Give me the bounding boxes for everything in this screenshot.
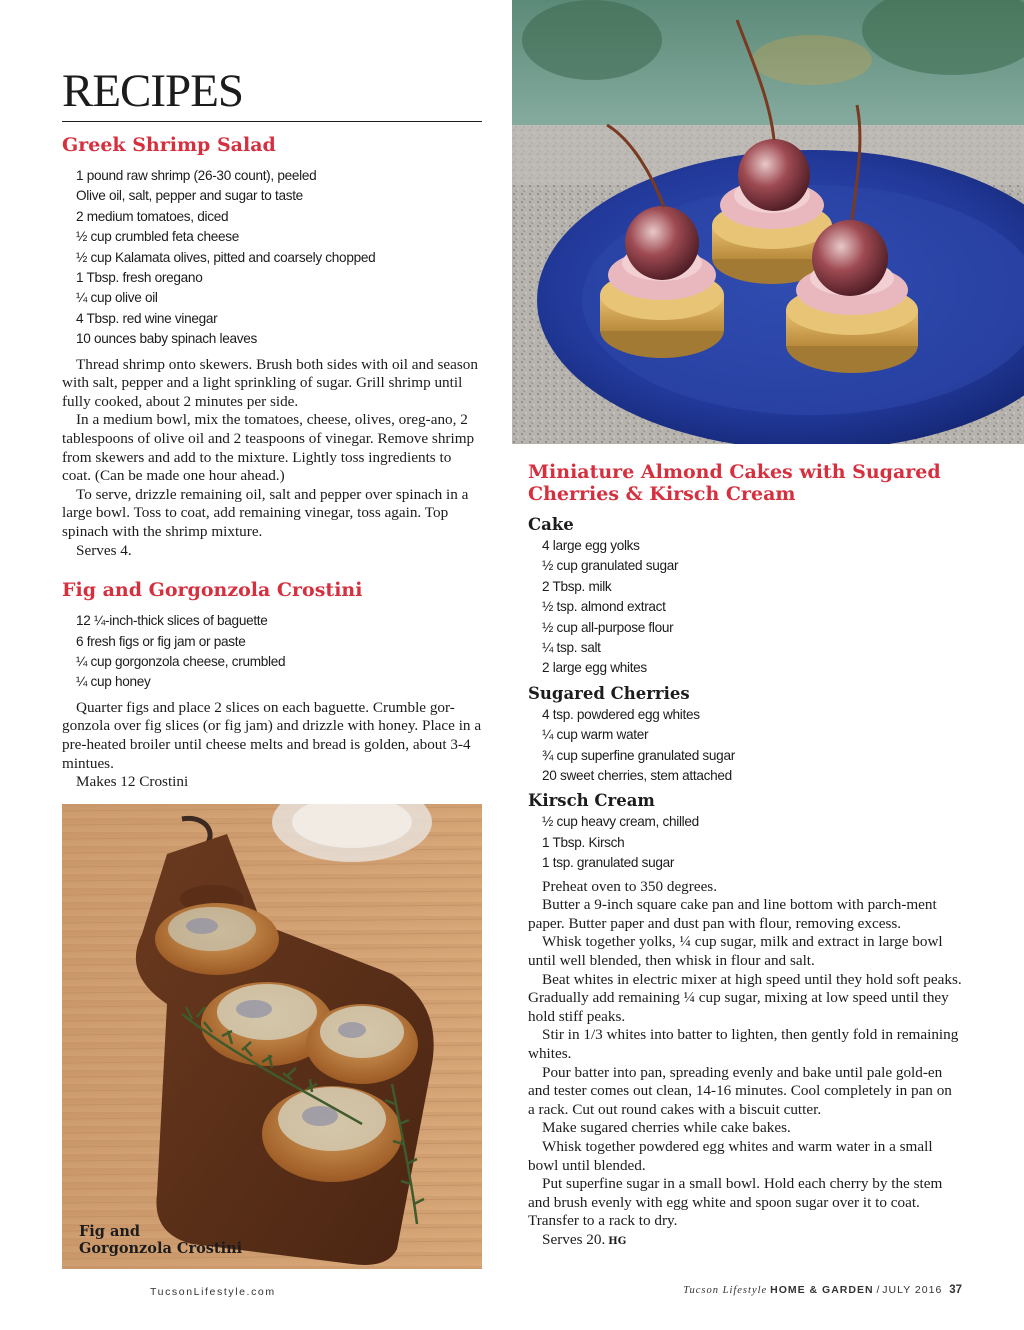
ingredient-item: ½ cup crumbled feta cheese bbox=[76, 229, 239, 245]
ingredient-item: 4 Tbsp. red wine vinegar bbox=[76, 310, 218, 326]
method-paragraph: Quarter figs and place 2 slices on each baguette. Crumble gor-gonzola over fig slices (or fig jam) and drizzle with honey. Place in a pre-heated broiler until cheese melts and bread is golden, about 3-4 mintues. bbox=[62, 698, 482, 772]
method-paragraph: Beat whites in electric mixer at high speed until they hold soft peaks. Gradually add remaining ¼ cup sugar, mixing at low speed until they hold stiff peaks. bbox=[528, 970, 962, 1025]
fig-method bbox=[62, 699, 482, 792]
kirsch-cream-heading: Kirsch Cream bbox=[528, 791, 655, 811]
method-paragraph: Makes 12 Crostini bbox=[76, 773, 189, 791]
footer-folio bbox=[683, 1284, 962, 1296]
kirsch-ingredient-list bbox=[528, 812, 962, 873]
method-paragraph: Stir in 1/3 whites into batter to lighten, then gently fold in remaining whites. bbox=[528, 1026, 959, 1063]
caption-line: Fig and bbox=[79, 1223, 141, 1240]
method-paragraph: Preheat oven to 350 degrees. bbox=[542, 877, 718, 895]
ingredient-item: ½ cup all-purpose flour bbox=[542, 619, 674, 635]
ingredient-item: ½ cup heavy cream, chilled bbox=[542, 814, 699, 830]
fig-crostini-title: Fig and Gorgonzola Crostini bbox=[62, 579, 363, 602]
method-paragraph: In a medium bowl, mix the tomatoes, cheese, olives, oreg-ano, 2 tablespoons of olive oil and 2 teaspoons of vinegar. Remove shrimp from skewers and add to the mixture. Lightly toss ingredients to coat. (Can be made one hour ahead.) bbox=[62, 411, 475, 485]
ingredient-item: 20 sweet cherries, stem attached bbox=[542, 768, 732, 784]
cherries-ingredient-list bbox=[528, 705, 962, 787]
sugared-cherries-heading: Sugared Cherries bbox=[528, 683, 690, 703]
title-rule bbox=[62, 121, 482, 122]
ingredient-item: 2 large egg whites bbox=[542, 660, 647, 676]
method-paragraph: Make sugared cherries while cake bakes. bbox=[542, 1119, 791, 1137]
ingredient-item: ½ tsp. almond extract bbox=[542, 599, 666, 615]
footer-website: TucsonLifestyle.com bbox=[150, 1286, 276, 1298]
method-paragraph: Butter a 9-inch square cake pan and line bottom with parch-ment paper. Butter paper and dust pan with flour, removing excess. bbox=[528, 896, 937, 932]
greek-ingredient-list bbox=[62, 166, 482, 350]
ingredient-item: Olive oil, salt, pepper and sugar to taste bbox=[76, 188, 303, 204]
footer-separator: / bbox=[876, 1284, 880, 1296]
ingredient-item: 10 ounces baby spinach leaves bbox=[76, 331, 257, 347]
ingredient-item: ¼ tsp. salt bbox=[542, 640, 601, 656]
method-paragraph: Put superfine sugar in a small bowl. Hold each cherry by the stem and brush evenly with egg white and spoon sugar over it to coat. Transfer to a rack to dry. bbox=[528, 1175, 943, 1230]
almond-method bbox=[528, 878, 962, 1252]
cake-ingredient-list bbox=[528, 536, 962, 679]
ingredient-item: ¼ cup olive oil bbox=[76, 290, 158, 306]
end-mark: HG bbox=[608, 1235, 627, 1247]
page-title: RECIPES bbox=[62, 65, 244, 117]
ingredient-item: 4 large egg yolks bbox=[542, 538, 640, 553]
serves-text: Serves 20. bbox=[542, 1230, 606, 1248]
method-paragraph: Whisk together yolks, ¼ cup sugar, milk and extract in large bowl until well blended, then whisk in flour and salt. bbox=[528, 933, 943, 970]
almond-cakes-title: Miniature Almond Cakes with Sugared Cherries & Kirsch Cream bbox=[528, 461, 941, 505]
left-column bbox=[62, 134, 482, 792]
fig-ingredient-list bbox=[62, 611, 482, 693]
ingredient-item: 1 pound raw shrimp (26-30 count), peeled bbox=[76, 168, 317, 183]
greek-shrimp-salad-title: Greek Shrimp Salad bbox=[62, 134, 276, 156]
ingredient-item: 6 fresh figs or fig jam or paste bbox=[76, 633, 246, 649]
method-paragraph: Pour batter into pan, spreading evenly and bake until pale gold-en and tester comes out clean, 14-16 minutes. Cool completely in pan on a rack. Cut out round cakes with a biscuit cutter. bbox=[528, 1063, 952, 1118]
ingredient-item: ¾ cup superfine granulated sugar bbox=[542, 747, 735, 763]
method-paragraph: To serve, drizzle remaining oil, salt and pepper over spinach in a large bowl. Toss to coat, add remaining vinegar, toss again. Top spinach with the shrimp mixture. bbox=[62, 485, 469, 540]
page-masthead bbox=[62, 65, 482, 122]
caption-line: Gorgonzola Crostini bbox=[79, 1240, 243, 1257]
almond-cakes-photo bbox=[512, 0, 1024, 444]
ingredient-item: ¼ cup gorgonzola cheese, crumbled bbox=[76, 654, 286, 669]
ingredient-item: 4 tsp. powdered egg whites bbox=[542, 706, 700, 722]
footer-section: HOME & GARDEN bbox=[770, 1284, 874, 1296]
footer-date: JULY 2016 bbox=[882, 1284, 943, 1296]
right-column bbox=[528, 461, 962, 1252]
photo-caption bbox=[79, 1223, 242, 1257]
ingredient-item: 12 ¼-inch-thick slices of baguette bbox=[76, 613, 268, 629]
method-paragraph-last bbox=[528, 1231, 962, 1252]
method-paragraph: Whisk together powdered egg whites and warm water in a small bowl until blended. bbox=[528, 1138, 933, 1174]
ingredient-item: 1 Tbsp. Kirsch bbox=[542, 834, 625, 850]
ingredient-item: 2 Tbsp. milk bbox=[542, 578, 612, 594]
page-number: 37 bbox=[949, 1284, 962, 1296]
ingredient-item: 1 Tbsp. fresh oregano bbox=[76, 270, 203, 286]
ingredient-item: ½ cup granulated sugar bbox=[542, 558, 679, 574]
ingredient-item: ¼ cup honey bbox=[76, 674, 151, 690]
cake-heading: Cake bbox=[528, 515, 574, 534]
footer-magazine: Tucson Lifestyle bbox=[683, 1285, 768, 1296]
greek-method bbox=[62, 356, 482, 561]
ingredient-item: 1 tsp. granulated sugar bbox=[542, 855, 675, 871]
ingredient-item: 2 medium tomatoes, diced bbox=[76, 208, 229, 224]
method-paragraph: Serves 4. bbox=[76, 541, 132, 559]
method-paragraph: Thread shrimp onto skewers. Brush both sides with oil and season with salt, pepper and a light sprinkling of sugar. Grill shrimp until fully cooked, about 2 minutes per side. bbox=[62, 355, 478, 410]
ingredient-item: ½ cup Kalamata olives, pitted and coarsely chopped bbox=[76, 249, 376, 265]
ingredient-item: ¼ cup warm water bbox=[542, 727, 649, 743]
crostini-photo bbox=[62, 804, 482, 1269]
